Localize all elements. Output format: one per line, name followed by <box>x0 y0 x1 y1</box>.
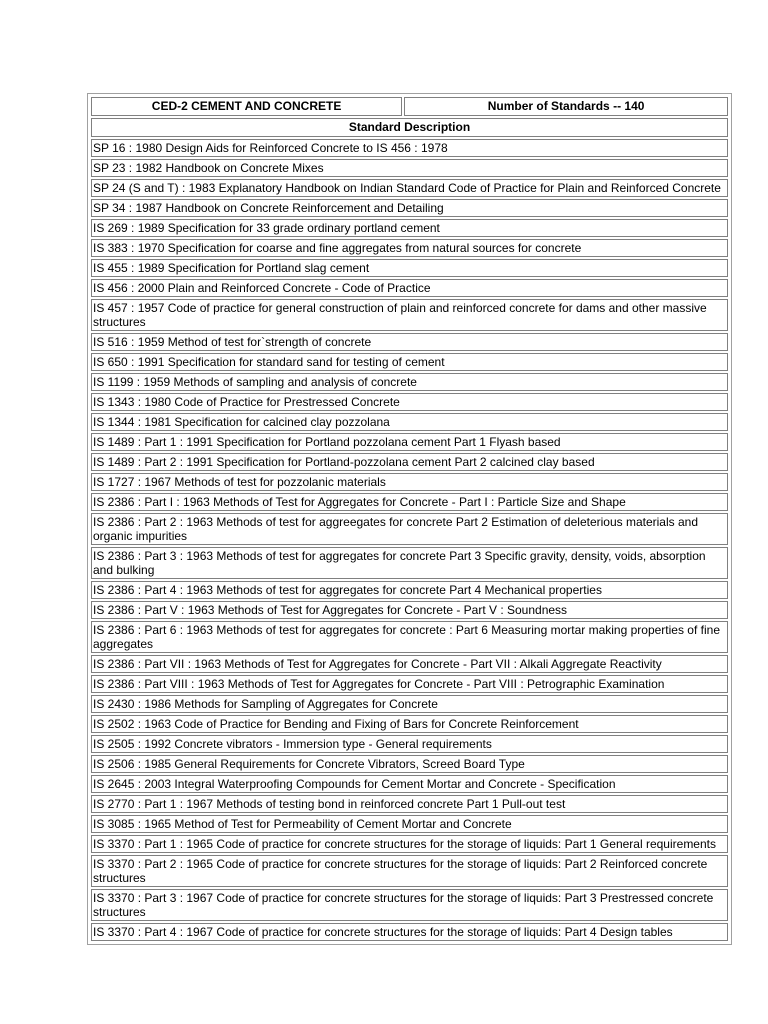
table-row <box>91 259 728 277</box>
standard-description: IS 2502 : 1963 Code of Practice for Bending and Fixing of Bars for Concrete Reinforcement <box>91 715 728 733</box>
standard-description: IS 269 : 1989 Specification for 33 grade ordinary portland cement <box>91 219 728 237</box>
standard-description: IS 2506 : 1985 General Requirements for Concrete Vibrators, Screed Board Type <box>91 755 728 773</box>
table-row <box>91 581 728 599</box>
standard-description: IS 3370 : Part 4 : 1967 Code of practice for concrete structures for the storage of liquids: Part 4 Design tables <box>91 923 728 941</box>
table-row <box>91 493 728 511</box>
standard-description: IS 2430 : 1986 Methods for Sampling of Aggregates for Concrete <box>91 695 728 713</box>
table-row <box>91 299 728 331</box>
standard-description: SP 23 : 1982 Handbook on Concrete Mixes <box>91 159 728 177</box>
table-row <box>91 621 728 653</box>
table-row <box>91 815 728 833</box>
table-row <box>91 373 728 391</box>
standard-description: IS 2770 : Part 1 : 1967 Methods of testing bond in reinforced concrete Part 1 Pull-out test <box>91 795 728 813</box>
standard-description: IS 2386 : Part VIII : 1963 Methods of Test for Aggregates for Concrete - Part VIII : Petrographic Examination <box>91 675 728 693</box>
standard-description: IS 516 : 1959 Method of test for`strength of concrete <box>91 333 728 351</box>
table-row <box>91 219 728 237</box>
standard-description: IS 456 : 2000 Plain and Reinforced Concrete - Code of Practice <box>91 279 728 297</box>
column-title: Standard Description <box>91 118 728 137</box>
standard-description: IS 1344 : 1981 Specification for calcined clay pozzolana <box>91 413 728 431</box>
standard-description: IS 2645 : 2003 Integral Waterproofing Compounds for Cement Mortar and Concrete - Specification <box>91 775 728 793</box>
standard-description: IS 3370 : Part 1 : 1965 Code of practice for concrete structures for the storage of liquids: Part 1 General requirements <box>91 835 728 853</box>
standard-description: IS 455 : 1989 Specification for Portland slag cement <box>91 259 728 277</box>
table-row <box>91 333 728 351</box>
table-row <box>91 179 728 197</box>
standard-description: IS 2386 : Part 3 : 1963 Methods of test for aggregates for concrete Part 3 Specific gravity, density, voids, absorption and bulking <box>91 547 728 579</box>
table-row <box>91 695 728 713</box>
standard-description: SP 34 : 1987 Handbook on Concrete Reinforcement and Detailing <box>91 199 728 217</box>
standard-description: IS 383 : 1970 Specification for coarse and fine aggregates from natural sources for concrete <box>91 239 728 257</box>
standard-description: IS 1727 : 1967 Methods of test for pozzolanic materials <box>91 473 728 491</box>
table-row <box>91 655 728 673</box>
table-row <box>91 923 728 941</box>
table-row <box>91 735 728 753</box>
table-row <box>91 855 728 887</box>
table-row <box>91 835 728 853</box>
standard-description: IS 2386 : Part V : 1963 Methods of Test for Aggregates for Concrete - Part V : Soundness <box>91 601 728 619</box>
table-header-row <box>91 97 728 116</box>
standard-description: IS 2505 : 1992 Concrete vibrators - Immersion type - General requirements <box>91 735 728 753</box>
standard-description: SP 24 (S and T) : 1983 Explanatory Handbook on Indian Standard Code of Practice for Plain and Reinforced Concrete <box>91 179 728 197</box>
table-row <box>91 353 728 371</box>
table-row <box>91 453 728 471</box>
standard-description: IS 650 : 1991 Specification for standard sand for testing of cement <box>91 353 728 371</box>
standard-description: IS 3370 : Part 3 : 1967 Code of practice for concrete structures for the storage of liquids: Part 3 Prestressed concrete structures <box>91 889 728 921</box>
standard-description: IS 2386 : Part 2 : 1963 Methods of test for aggreegates for concrete Part 2 Estimation of deleterious materials and organic impurities <box>91 513 728 545</box>
standard-description: IS 1489 : Part 2 : 1991 Specification for Portland-pozzolana cement Part 2 calcined clay based <box>91 453 728 471</box>
table-row <box>91 159 728 177</box>
standard-description: IS 457 : 1957 Code of practice for general construction of plain and reinforced concrete for dams and other massive structures <box>91 299 728 331</box>
committee-title: CED-2 CEMENT AND CONCRETE <box>91 97 402 116</box>
table-row <box>91 413 728 431</box>
standard-description: IS 2386 : Part VII : 1963 Methods of Test for Aggregates for Concrete - Part VII : Alkali Aggregate Reactivity <box>91 655 728 673</box>
table-row <box>91 139 728 157</box>
standard-description: IS 2386 : Part 4 : 1963 Methods of test for aggregates for concrete Part 4 Mechanical properties <box>91 581 728 599</box>
table-row <box>91 601 728 619</box>
standard-description: SP 16 : 1980 Design Aids for Reinforced Concrete to IS 456 : 1978 <box>91 139 728 157</box>
standards-count: Number of Standards -- 140 <box>404 97 728 116</box>
table-row <box>91 795 728 813</box>
table-row <box>91 889 728 921</box>
standard-description: IS 1199 : 1959 Methods of sampling and analysis of concrete <box>91 373 728 391</box>
standard-description: IS 3370 : Part 2 : 1965 Code of practice for concrete structures for the storage of liquids: Part 2 Reinforced concrete structures <box>91 855 728 887</box>
table-row <box>91 755 728 773</box>
standards-table <box>89 95 730 943</box>
table-row <box>91 393 728 411</box>
column-title-row <box>91 118 728 137</box>
standard-description: IS 1343 : 1980 Code of Practice for Prestressed Concrete <box>91 393 728 411</box>
standard-description: IS 3085 : 1965 Method of Test for Permeability of Cement Mortar and Concrete <box>91 815 728 833</box>
table-row <box>91 715 728 733</box>
table-row <box>91 775 728 793</box>
table-row <box>91 675 728 693</box>
table-row <box>91 433 728 451</box>
standard-description: IS 2386 : Part 6 : 1963 Methods of test for aggregates for concrete : Part 6 Measuring mortar making properties of fine aggregates <box>91 621 728 653</box>
standard-description: IS 1489 : Part 1 : 1991 Specification for Portland pozzolana cement Part 1 Flyash based <box>91 433 728 451</box>
table-row <box>91 279 728 297</box>
table-row <box>91 199 728 217</box>
standards-list-page <box>87 93 732 945</box>
standard-description: IS 2386 : Part I : 1963 Methods of Test for Aggregates for Concrete - Part I : Particle Size and Shape <box>91 493 728 511</box>
table-row <box>91 473 728 491</box>
table-row <box>91 513 728 545</box>
table-row <box>91 239 728 257</box>
table-row <box>91 547 728 579</box>
